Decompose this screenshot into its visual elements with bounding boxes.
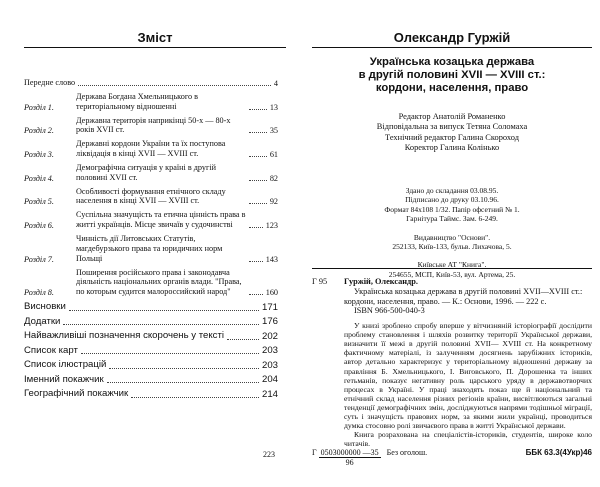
toc-entry — [24, 92, 278, 112]
book-title-line: кордони, населення, право — [375, 81, 529, 94]
toc-page: 82 — [269, 173, 278, 183]
toc-title: Державні кордони України та їх поступова ліквідація в кінці XVII — XVIII ст. — [76, 139, 226, 159]
credit-line: Коректор Галина Колінько — [404, 142, 500, 152]
leader-dots — [249, 132, 267, 133]
book-title-line: Українська козацька держава — [369, 56, 535, 68]
toc-title: Суспільна значущість та етична цінність права в житті українців. Місце звичаїв у судочинстві — [76, 210, 246, 230]
publisher-line: 252133, Київ-133, бульв. Лихачова, 5. — [392, 241, 512, 251]
toc-page: 4 — [273, 78, 278, 88]
back-matter-entry — [24, 359, 278, 371]
print-info-line: Формат 84x108 1/32. Папір офсетний № 1. — [384, 204, 520, 214]
back-matter-entry — [24, 330, 278, 342]
chapter-label: Розділ 5. — [24, 197, 54, 207]
back-matter-page: 171 — [261, 301, 278, 313]
toc-page: 123 — [265, 220, 278, 230]
leader-dots — [249, 156, 267, 157]
toc-entry — [24, 210, 278, 230]
leader-dots — [249, 203, 267, 204]
chapter-label: Розділ 7. — [24, 254, 54, 264]
toc-title: Особливості формування етнічного складу населення в кінці XVII — XVIII ст. — [76, 186, 226, 206]
contents-header: Зміст — [137, 30, 173, 45]
leader-dots — [227, 339, 259, 340]
toc-page: 143 — [265, 254, 278, 264]
toc-title: Державна територія наприкінці 50-х — 80-х років XVII ст. — [76, 115, 231, 135]
right-page — [302, 0, 600, 487]
catalog-code: Г 95 — [312, 277, 328, 286]
leader-dots — [107, 382, 259, 383]
toc-title: Передне слово — [24, 78, 76, 87]
catalog-footer: Г $\frac{0503000000 —35}{96}$ Без оголош. ББК 63.3(4Укр)46 — [312, 448, 592, 467]
toc-page: 13 — [269, 102, 278, 112]
chapter-label: Розділ 2. — [24, 126, 54, 136]
back-matter-entry — [24, 388, 278, 400]
page-number: 223 — [263, 450, 275, 459]
author-header: Олександр Гуржій — [393, 30, 511, 45]
chapter-label: Розділ 4. — [24, 173, 54, 183]
fraction-numerator: 0503000000 —35 — [320, 448, 379, 457]
catalog-isbn: ISBN 966-500-040-3 — [354, 306, 425, 316]
toc-title: Держава Богдана Хмельницького в територіальному відношенні — [76, 91, 198, 111]
credit-line: Редактор Анатолій Романенко — [398, 112, 506, 121]
toc-page: 92 — [269, 197, 278, 207]
chapter-label: Розділ 6. — [24, 220, 54, 230]
printer-line: Київське АТ "Книга". — [417, 260, 487, 270]
toc-entry — [24, 234, 278, 264]
catalog-audience: Книга розрахована на спеціалістів-істориків, студентів, широке коло читачів. — [344, 430, 592, 449]
catalog-abstract: У книзі зроблено спробу вперше у вітчизняній історіографії дослідити проблему становлення і шляхів розвитку території Української держави, визначити її межі в другій половині XVII— XVIII ст. На конкретному фактичному матеріалі, із залученням досягнень зарубіжних істориків, автор детально характеризує у територіальному відношенні державу за правління Б. Хмельницького, І. Виговського, П. Дорошенка та інших гетьманів, показує негативну роль царського уряду в державотворчих процесах в Україні. У праці знаходять показ ще й національний та етнічний склад населення різних регіонів країни, висвітлюються загальні тенденції демографічних змін, досліджуються напрями тодішньої міграції, суть і значущість правових норм, за якими жили українці, проводиться думка стосовно ролі звичаєвого права в житті Української держави. — [344, 321, 592, 430]
toc-title: Демографічна ситуація у країні в другій половині XVII ст. — [76, 162, 217, 182]
back-matter-page: 202 — [261, 330, 278, 342]
catalog-fraction — [319, 448, 381, 467]
toc-entry — [24, 268, 278, 298]
toc-page: 61 — [269, 149, 278, 159]
toc-page: 35 — [269, 126, 278, 136]
leader-dots — [131, 397, 259, 398]
back-matter-entry — [24, 374, 278, 386]
leader-dots — [109, 368, 259, 369]
book-title — [312, 56, 592, 94]
printer-line: 254655, МСП, Київ-53, вул. Артема, 25. — [388, 269, 516, 279]
back-matter-title: Список ілюстрацій — [24, 359, 107, 371]
back-matter-entry — [24, 301, 278, 313]
imprint-block — [312, 186, 592, 279]
book-title-line: в другій половині XVII — XVIII ст.: — [358, 68, 546, 81]
bbk-code: ББК 63.3(4Укр)46 — [525, 448, 592, 457]
header-rule — [24, 47, 286, 48]
back-matter-title: Іменний покажчик — [24, 373, 104, 385]
no-announcement-note: Без оголош. — [386, 448, 428, 457]
back-matter-title: Географічний покажчик — [24, 388, 129, 400]
header-rule — [312, 47, 592, 48]
leader-dots — [249, 294, 263, 295]
back-matter-entry — [24, 316, 278, 328]
back-matter-title: Найважливіші позначення скорочень у тексті — [24, 330, 224, 342]
credit-line: Відповідальна за випуск Тетяна Соломаха — [376, 122, 528, 132]
toc-entry — [24, 163, 278, 183]
catalog-divider — [312, 268, 592, 269]
toc-title: Поширення російського права і законодавча діяльність національних органів влади. "Права, по которым судится малороссийский народ" — [76, 267, 242, 297]
catalog-description: Українська козацька держава в другій половині XVII—XVIII ст.: кордони, населення, право. — К.: Основи, 1996. — 222 с. — [344, 286, 583, 306]
left-page — [0, 0, 298, 487]
print-info-line: Гарнітура Таймс. Зам. 6-249. — [406, 214, 498, 224]
toc-entry — [24, 116, 278, 136]
publisher-line: Видавництво "Основи". — [413, 232, 491, 242]
toc-entry — [24, 187, 278, 207]
leader-dots — [249, 180, 267, 181]
leader-dots — [249, 227, 263, 228]
back-matter-page: 214 — [261, 388, 278, 400]
table-of-contents — [24, 78, 278, 403]
chapter-label: Розділ 1. — [24, 102, 54, 112]
fraction-denominator: 96 — [345, 458, 354, 467]
leader-dots — [249, 261, 263, 262]
toc-entry — [24, 139, 278, 159]
back-matter-page: 176 — [261, 316, 278, 328]
credits-block — [312, 112, 592, 153]
toc-page: 160 — [265, 288, 278, 298]
leader-dots — [69, 310, 259, 311]
chapter-label: Розділ 8. — [24, 288, 54, 298]
toc-title: Чинність дії Литовських Статутів, магдебурзького права та юридичних норм Польщі — [76, 233, 223, 263]
back-matter-title: Додатки — [24, 315, 61, 327]
credit-line: Технічний редактор Галина Скороход — [385, 132, 519, 142]
leader-dots — [78, 85, 271, 86]
leader-dots — [81, 353, 259, 354]
back-matter-title: Висновки — [24, 301, 66, 313]
leader-dots — [63, 324, 259, 325]
catalog-card — [312, 277, 592, 448]
catalog-author: Гуржій, Олександр. — [344, 277, 418, 286]
leader-dots — [249, 109, 267, 110]
chapter-label: Розділ 3. — [24, 149, 54, 159]
back-matter-page: 203 — [261, 345, 278, 357]
back-matter-entry — [24, 345, 278, 357]
back-matter-page: 204 — [261, 374, 278, 386]
print-info-line: Підписано до друку 03.10.96. — [405, 195, 499, 205]
back-matter-title: Список карт — [24, 344, 78, 356]
toc-entry — [24, 78, 278, 88]
print-info-line: Здано до складання 03.08.95. — [405, 186, 499, 195]
back-matter-page: 203 — [261, 359, 278, 371]
